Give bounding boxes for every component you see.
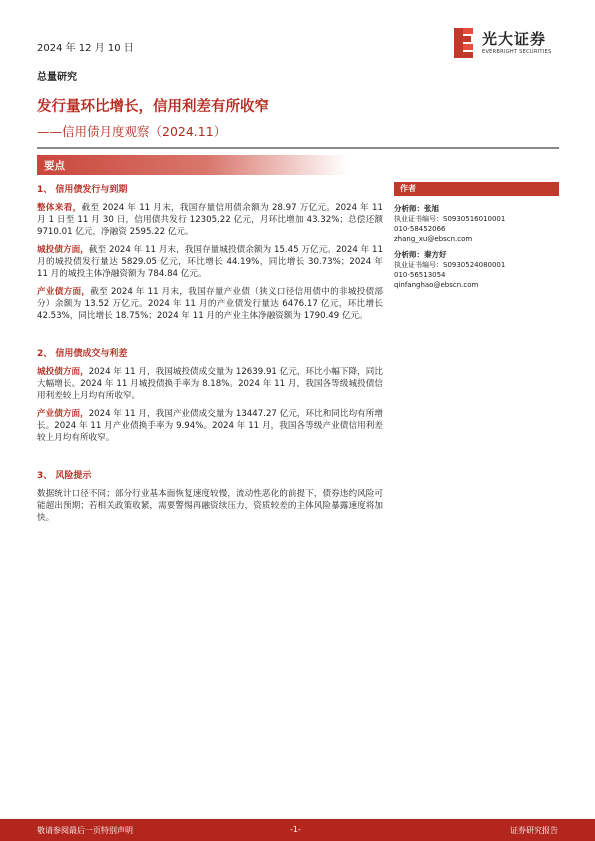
paragraph-text: 截至 2024 年 11 月末，我国存量产业债（狭义口径信用债中的非城投债部分）余额为 13.52 万亿元。2024 年 11 月的产业债发行量达 6476.17 亿元，环比增长 42.53%，同比增长 18.75%；2024 年 11 月的产业主体净融资额为 1790.49 亿元。 bbox=[37, 287, 383, 321]
logo-text: 光大证券 bbox=[482, 30, 547, 48]
page-number: -1- bbox=[290, 825, 301, 834]
paragraph bbox=[37, 244, 383, 280]
logo-subtext: EVERBRIGHT SECURITIES bbox=[482, 49, 552, 55]
author-heading: 作者 bbox=[394, 182, 559, 196]
paragraph bbox=[37, 488, 383, 524]
analyst-name: 分析师：秦方好 bbox=[394, 250, 447, 259]
analyst-phone: 010-58452066 bbox=[394, 225, 446, 233]
footer-disclaimer: 敬请参阅最后一页特别声明 bbox=[37, 826, 133, 835]
paragraph-lead: 产业债方面， bbox=[37, 409, 89, 419]
keypoints-label: 要点 bbox=[44, 160, 65, 172]
footer-report-type: 证券研究报告 bbox=[510, 826, 558, 835]
analyst-email[interactable]: qinfanghao@ebscn.com bbox=[394, 281, 479, 289]
report-subtitle: ——信用债月度观察（2024.11） bbox=[37, 124, 227, 139]
analyst-cert: 执业证书编号：S0930524080001 bbox=[394, 261, 506, 269]
analyst-email[interactable]: zhang_xu@ebscn.com bbox=[394, 235, 473, 243]
paragraph-lead: 整体来看， bbox=[37, 203, 82, 213]
paragraph-lead: 城投债方面， bbox=[37, 367, 89, 377]
analyst-phone: 010-56513054 bbox=[394, 271, 446, 279]
section-heading: 2、 信用债成交与利差 bbox=[37, 349, 128, 359]
report-title: 发行量环比增长，信用利差有所收窄 bbox=[37, 99, 269, 115]
report-date: 2024 年 12 月 10 日 bbox=[37, 43, 134, 54]
keypoints-banner bbox=[37, 155, 347, 175]
paragraph-lead: 城投债方面， bbox=[37, 245, 89, 255]
paragraph bbox=[37, 286, 383, 322]
company-logo bbox=[452, 26, 562, 64]
paragraph bbox=[37, 408, 383, 444]
paragraph-text: 截至 2024 年 11 月末，我国存量信用债余额为 28.97 万亿元。2024 年 11 月 1 日至 11 月 30 日，信用债共发行 12305.22 亿元，月环比增加 43.32%；总偿还额 9710.01 亿元，净融资 2595.22 亿元。 bbox=[37, 203, 383, 237]
main-content bbox=[37, 184, 383, 530]
paragraph-text: 2024 年 11 月，我国产业债成交量为 13447.27 亿元，环比和同比均有所增长。2024 年 11 月产业债换手率为 9.94%。2024 年 11 月，我国各等级产业债信用利差较上月均有所收窄。 bbox=[37, 409, 383, 443]
section-heading: 3、 风险提示 bbox=[37, 471, 92, 481]
analyst-cert: 执业证书编号：S0930516010001 bbox=[394, 215, 506, 223]
paragraph bbox=[37, 366, 383, 402]
paragraph-text: 截至 2024 年 11 月末，我国存量城投债余额为 15.45 万亿元。2024 年 11 月的城投债发行量达 5829.05 亿元，环比增长 44.19%，同比增长 30.73%；2024 年 11 月的城投主体净融资额为 784.84 亿元。 bbox=[37, 245, 383, 279]
logo-mark-icon bbox=[452, 26, 476, 60]
analyst-card bbox=[394, 204, 559, 244]
paragraph-lead: 产业债方面， bbox=[37, 287, 91, 297]
section-heading: 1、 信用债发行与到期 bbox=[37, 185, 128, 195]
paragraph bbox=[37, 202, 383, 238]
paragraph-text: 2024 年 11 月，我国城投债成交量为 12639.91 亿元，环比小幅下降，同比大幅增长。2024 年 11 月城投债换手率为 8.18%。2024 年 11 月，我国各等级城投债信用利差较上月均有所收窄。 bbox=[37, 367, 383, 401]
page-footer bbox=[0, 819, 595, 841]
analyst-name: 分析师：张旭 bbox=[394, 204, 439, 213]
author-sidebar bbox=[394, 182, 559, 296]
paragraph-text: 数据统计口径不同；部分行业基本面恢复速度较慢，流动性恶化的前提下，债券违约风险可能超出预期；若相关政策收紧，需要警惕再融资续压力，资质较差的主体风险暴露速度将加快。 bbox=[37, 489, 383, 523]
title-divider bbox=[37, 147, 559, 149]
report-category: 总量研究 bbox=[37, 72, 77, 83]
analyst-card bbox=[394, 250, 559, 290]
